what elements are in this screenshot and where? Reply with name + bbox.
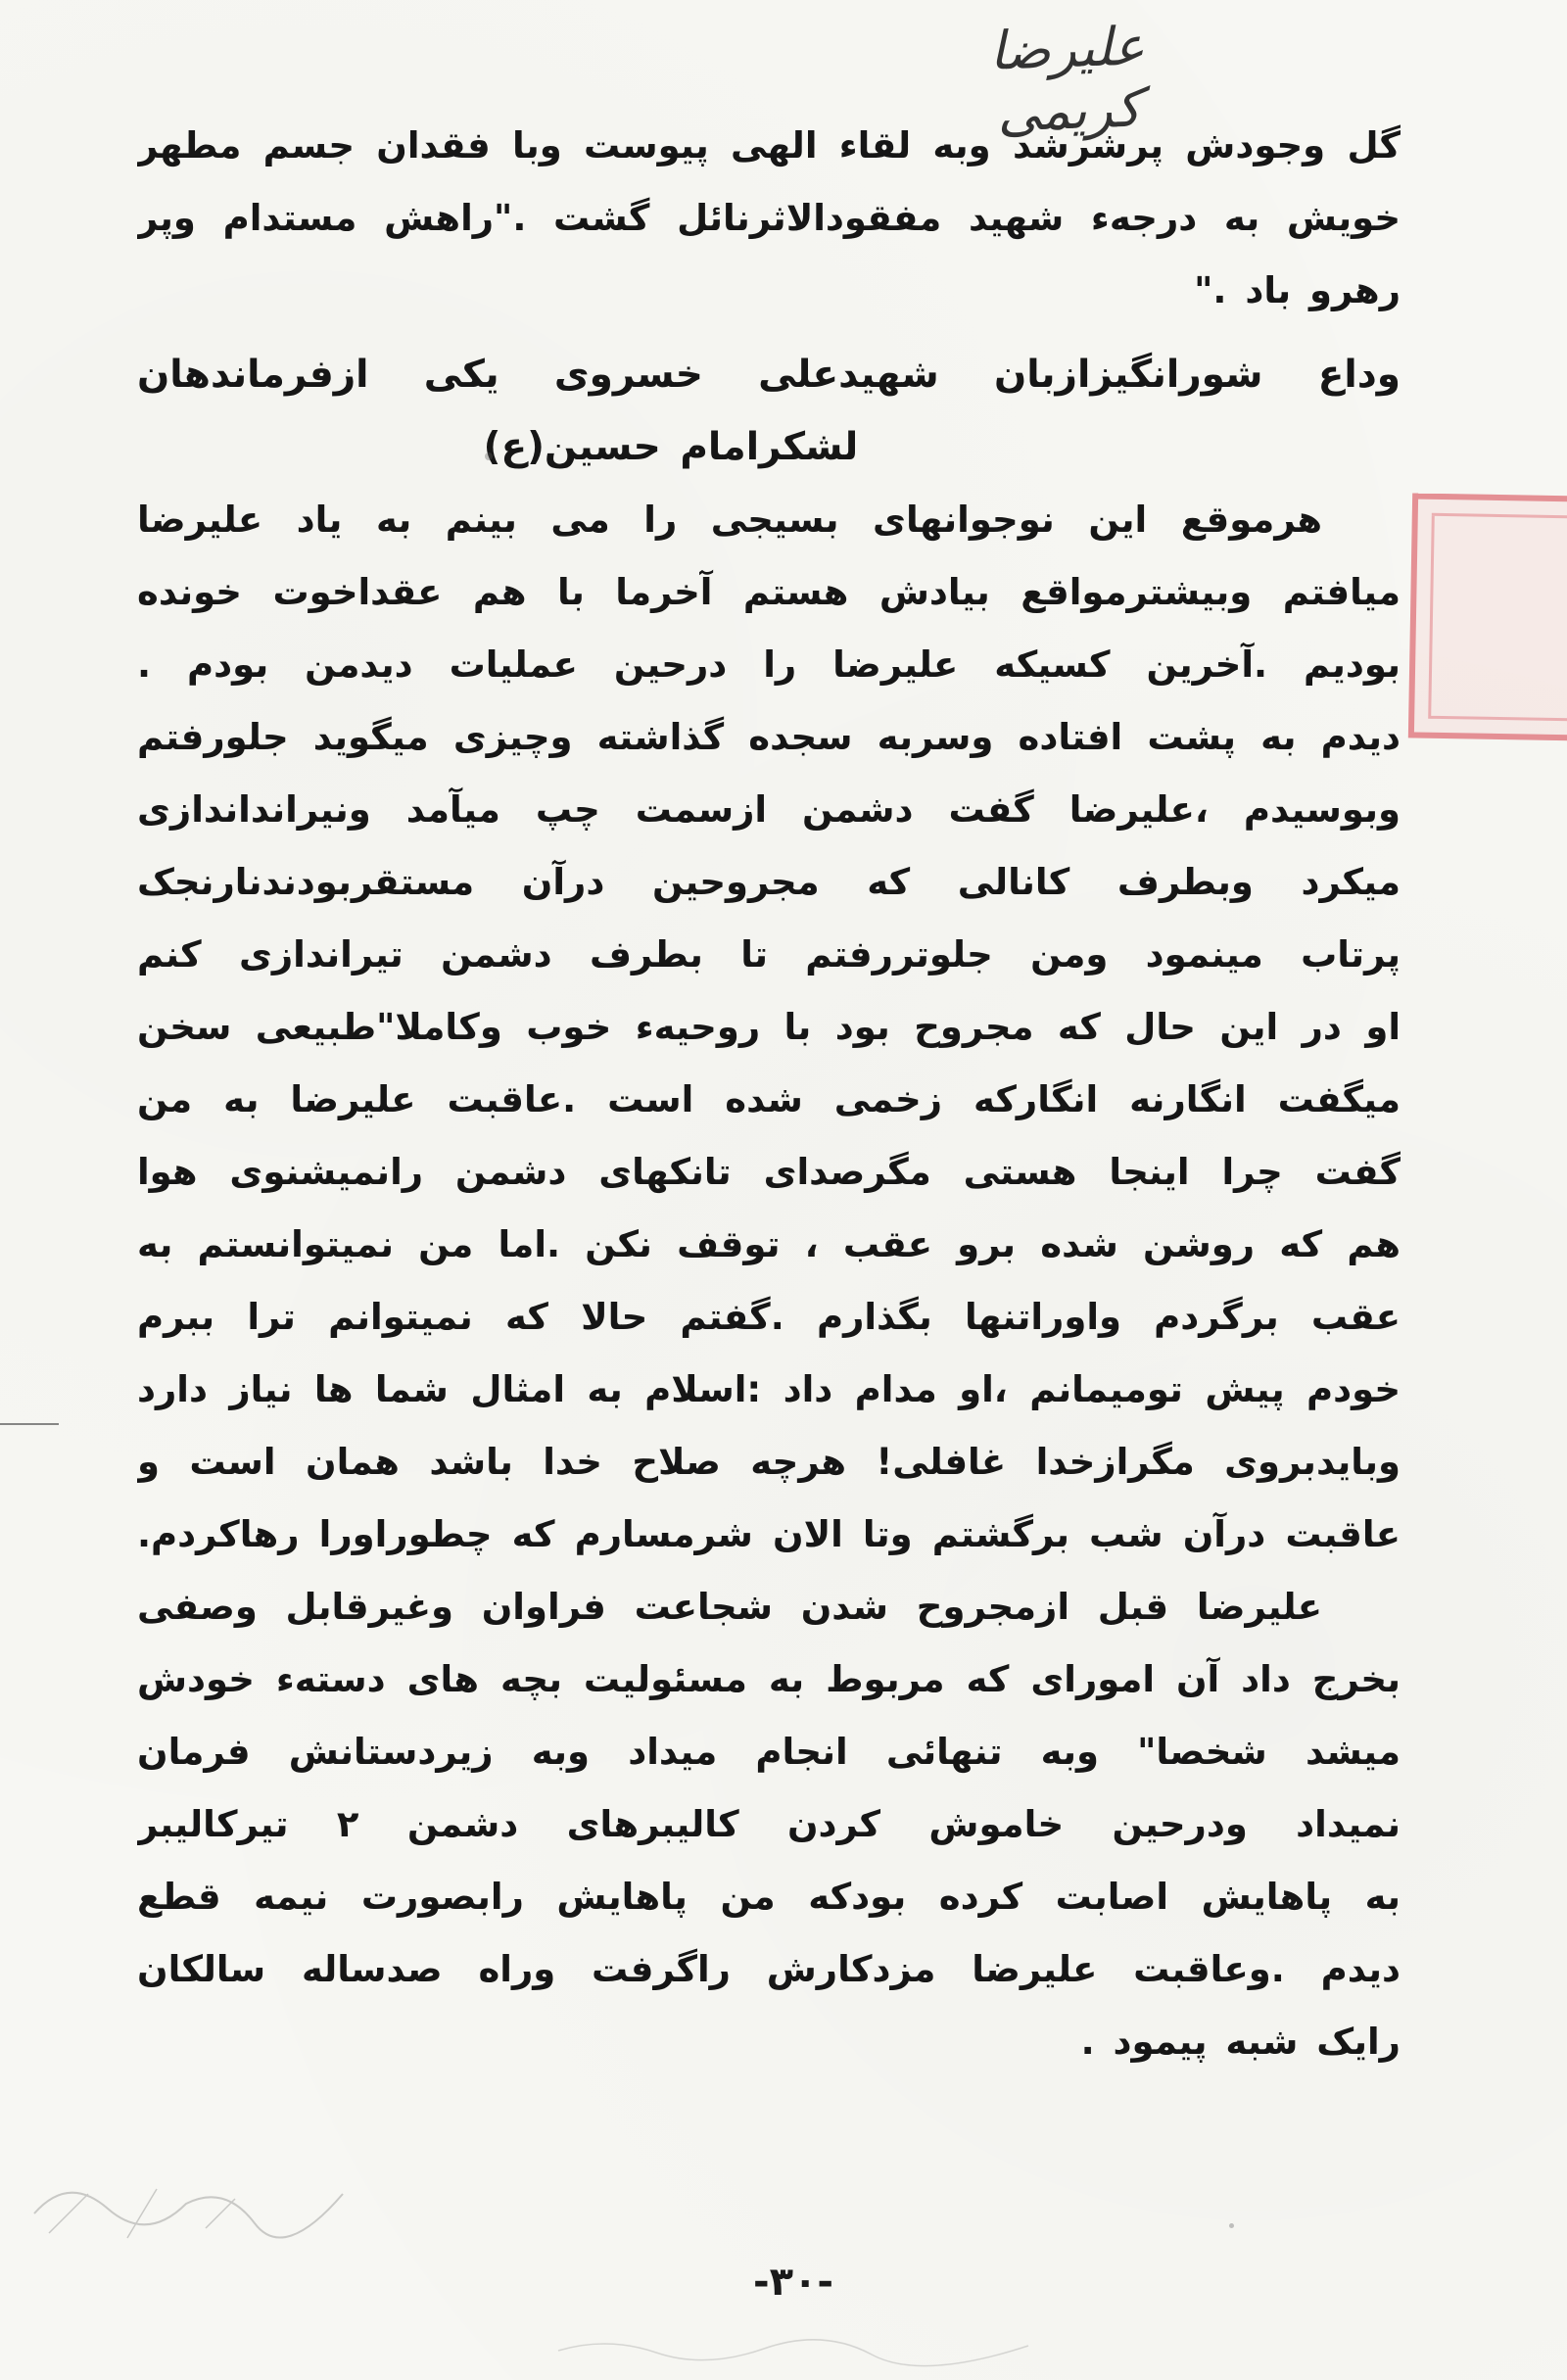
text-line: خودم پیش تومیمانم ،او مدام داد :اسلام به امثال شما ها نیاز دارد xyxy=(137,1368,1401,1410)
heading-line: وداع شورانگیزازبان شهیدعلی خسروی یکی ازفرماندهان xyxy=(137,353,1401,397)
text-line: میگفت انگارنه انگارکه زخمی شده است .عاقبت علیرضا به من xyxy=(137,1078,1401,1120)
text-line: گل وجودش پرشرشد وبه لقاء الهی پیوست وبا فقدان جسم مطهر xyxy=(137,124,1401,167)
ink-speck xyxy=(485,452,493,460)
text-line: او در این حال که مجروح بود با روحیهء خوب وکاملا"طبیعی سخن xyxy=(137,1006,1401,1048)
red-stamp xyxy=(1408,493,1567,740)
text-line: میشد شخصا" وبه تنهائی انجام میداد وبه زیردستانش فرمان xyxy=(137,1731,1401,1773)
text-line: گفت چرا اینجا هستی مگرصدای تانکهای دشمن رانمیشنوی هوا xyxy=(137,1151,1401,1193)
text-line: علیرضا قبل ازمجروح شدن شجاعت فراوان وغیرقابل وصفی xyxy=(137,1586,1322,1628)
text-line: وبایدبروی مگرازخدا غافلی! هرچه صلاح خدا باشد همان است و xyxy=(137,1441,1401,1483)
text-line: رهرو باد ." xyxy=(1194,269,1401,311)
faint-scribble xyxy=(29,2155,353,2253)
heading-line: لشکرامام حسین(ع) xyxy=(483,425,859,469)
text-line: دیدم به پشت افتاده وسربه سجده گذاشته وچیزی میگوید جلورفتم xyxy=(137,716,1401,758)
text-line: دیدم .وعاقبت علیرضا مزدکارش راگرفت وراه صدساله سالکان xyxy=(137,1948,1401,1990)
text-line: پرتاب مینمود ومن جلوتررفتم تا بطرف دشمن تیراندازی کنم xyxy=(137,933,1401,976)
text-line: عاقبت درآن شب برگشتم وتا الان شرمسارم که چطوراورا رهاکردم. xyxy=(137,1513,1401,1555)
paragraph-3 xyxy=(137,1571,1401,2078)
text-line: هم که روشن شده برو عقب ، توقف نکن .اما من نمیتوانستم به xyxy=(137,1223,1401,1265)
paragraph-2 xyxy=(137,484,1401,1571)
bottom-noise xyxy=(548,2331,1038,2370)
text-line: میکرد وبطرف کانالی که مجروحین درآن مستقربودندنارنجک xyxy=(137,861,1401,903)
text-line: بودیم .آخرین کسیکه علیرضا را درحین عملیات دیدمن بودم . xyxy=(137,643,1401,686)
paragraph-1 xyxy=(137,110,1401,327)
text-line: به پاهایش اصابت کرده بودکه من پاهایش رابصورت نیمه قطع xyxy=(137,1876,1401,1918)
text-line: رایک شبه پیمود . xyxy=(1080,2021,1401,2063)
text-line: عقب برگردم واوراتنها بگذارم .گفتم حالا که نمیتوانم ترا ببرم xyxy=(137,1296,1401,1338)
margin-mark xyxy=(0,1423,59,1425)
text-line: میافتم وبیشترمواقع بیادش هستم آخرما با هم عقداخوت خونده xyxy=(137,571,1401,613)
text-line: هرموقع این نوجوانهای بسیجی را می بینم به یاد علیرضا xyxy=(137,499,1322,541)
author-signature: علیرضا کریمی xyxy=(988,15,1146,144)
text-line: بخرج داد آن امورای که مربوط به مسئولیت بچه های دستهء خودش xyxy=(137,1658,1401,1700)
text-line: وبوسیدم ،علیرضا گفت دشمن ازسمت چپ میآمد ونیرانداندازی xyxy=(137,788,1401,831)
ink-speck xyxy=(1229,2223,1234,2228)
section-heading xyxy=(137,339,1401,484)
page-number: -۳۰- xyxy=(752,2260,834,2305)
text-line: خویش به درجهء شهید مفقودالاثرنائل گشت ."راهش مستدام وپر xyxy=(137,197,1401,239)
text-line: نمیداد ودرحین خاموش کردن کالیبرهای دشمن ۲ تیرکالیبر xyxy=(137,1803,1401,1845)
